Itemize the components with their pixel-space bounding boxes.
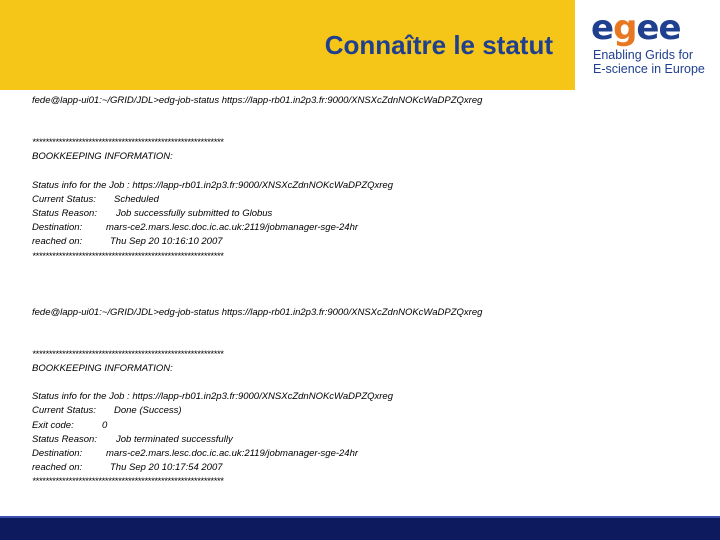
separator-line: ********************************************************** <box>32 137 224 149</box>
separator-line: ********************************************************** <box>32 250 224 262</box>
field-status-reason: Status Reason: Job terminated successfully <box>32 433 233 445</box>
field-destination: Destination: mars-ce2.mars.lesc.doc.ic.ac.uk:2119/jobmanager-sge-24hr <box>32 222 359 234</box>
field-current-status: Current Status: Done (Success) <box>32 405 182 417</box>
footer-bar <box>0 516 720 540</box>
section-heading: BOOKKEEPING INFORMATION: <box>32 151 173 163</box>
field-exit-code: Exit code: 0 <box>32 419 108 431</box>
command-line: fede@lapp-ui01:~/GRID/JDL>edg-job-status https://lapp-rb01.in2p3.fr:9000/XNSXcZdnNOKcWaDPZQxreg <box>32 306 483 318</box>
title-band <box>0 0 575 90</box>
field-current-status: Current Status: Scheduled <box>32 193 159 205</box>
command-line: fede@lapp-ui01:~/GRID/JDL>edg-job-status https://lapp-rb01.in2p3.fr:9000/XNSXcZdnNOKcWaDPZQxreg <box>32 95 483 106</box>
egee-logo <box>585 8 715 88</box>
status-info-line: Status info for the Job : https://lapp-rb01.in2p3.fr:9000/XNSXcZdnNOKcWaDPZQxreg <box>32 179 393 191</box>
field-reached-on: reached on: Thu Sep 20 10:17:54 2007 <box>32 462 223 474</box>
field-status-reason: Status Reason: Job successfully submitted to Globus <box>32 207 273 219</box>
logo-tagline-1: Enabling Grids for <box>593 48 694 62</box>
separator-line: ********************************************************** <box>32 476 224 488</box>
status-info-line: Status info for the Job : https://lapp-rb01.in2p3.fr:9000/XNSXcZdnNOKcWaDPZQxreg <box>32 391 393 403</box>
separator-line: ********************************************************** <box>32 348 224 360</box>
logo-tagline-2: E-science in Europe <box>593 62 705 76</box>
field-reached-on: reached on: Thu Sep 20 10:16:10 2007 <box>32 236 223 248</box>
page-title: Connaître le statut <box>324 30 553 60</box>
field-destination: Destination: mars-ce2.mars.lesc.doc.ic.ac.uk:2119/jobmanager-sge-24hr <box>32 448 359 459</box>
section-heading: BOOKKEEPING INFORMATION: <box>32 363 173 375</box>
terminal-output <box>32 94 572 490</box>
logo-wordmark: egee <box>591 8 681 48</box>
